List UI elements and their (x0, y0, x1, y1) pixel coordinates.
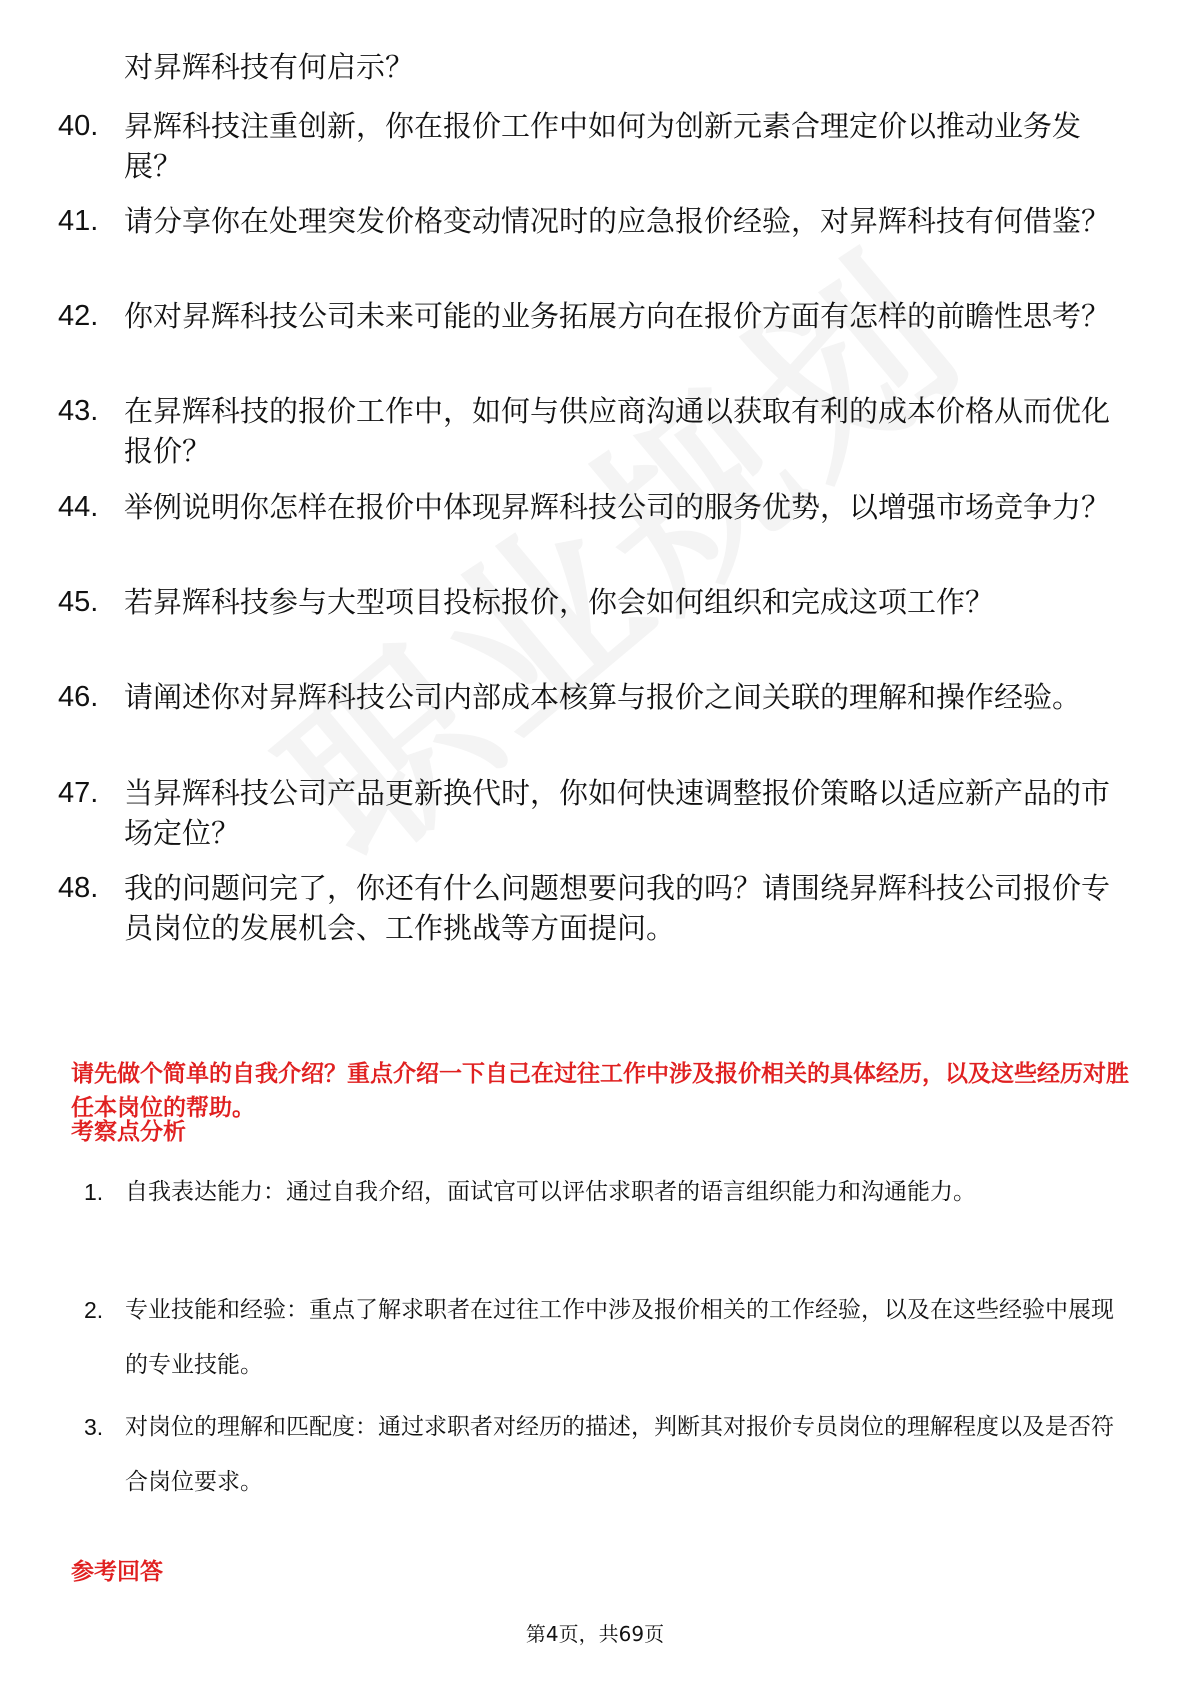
question-number: 45. (58, 586, 99, 618)
question-number: 48. (58, 872, 99, 904)
question-text: 昇辉科技注重创新，你在报价工作中如何为创新元素合理定价以推动业务发展？ (124, 109, 1082, 183)
question-number: 44. (58, 491, 99, 523)
question-text: 在昇辉科技的报价工作中，如何与供应商沟通以获取有利的成本价格从而优化报价？ (124, 394, 1111, 468)
analysis-number: 1. (84, 1179, 104, 1205)
analysis-number: 2. (84, 1297, 104, 1323)
question-text: 对昇辉科技有何启示？ (124, 50, 415, 84)
question-number: 41. (58, 205, 99, 237)
question-text: 当昇辉科技公司产品更新换代时，你如何快速调整报价策略以适应新产品的市场定位？ (124, 776, 1111, 850)
analysis-text: 对岗位的理解和匹配度：通过求职者对经历的描述，判断其对报价专员岗位的理解程度以及是否符合岗位要求。 (125, 1414, 1114, 1495)
question-text: 我的问题问完了，你还有什么问题想要问我的吗？请围绕昇辉科技公司报价专员岗位的发展机会、工作挑战等方面提问。 (124, 871, 1111, 945)
question-text: 请分享你在处理突发价格变动情况时的应急报价经验，对昇辉科技有何借鉴？ (124, 204, 1111, 238)
answer-title: 参考回答 (71, 1559, 163, 1585)
question-number: 42. (58, 300, 99, 332)
highlight-question: 请先做个简单的自我介绍？重点介绍一下自己在过往工作中涉及报价相关的具体经历，以及这些经历对胜任本岗位的帮助。 (71, 1061, 1129, 1121)
question-text: 你对昇辉科技公司未来可能的业务拓展方向在报价方面有怎样的前瞻性思考？ (124, 299, 1111, 333)
question-number: 40. (58, 110, 99, 142)
question-text: 举例说明你怎样在报价中体现昇辉科技公司的服务优势，以增强市场竞争力？ (124, 490, 1111, 524)
analysis-number: 3. (84, 1414, 104, 1440)
analysis-text: 专业技能和经验：重点了解求职者在过往工作中涉及报价相关的工作经验，以及在这些经验中展现的专业技能。 (125, 1297, 1114, 1378)
page-footer: 第4页，共69页 (525, 1622, 665, 1646)
question-text: 若昇辉科技参与大型项目投标报价，你会如何组织和完成这项工作？ (124, 585, 995, 619)
question-number: 46. (58, 681, 99, 713)
analysis-text: 自我表达能力：通过自我介绍，面试官可以评估求职者的语言组织能力和沟通能力。 (125, 1179, 976, 1205)
question-number: 43. (58, 395, 99, 427)
analysis-title: 考察点分析 (71, 1119, 186, 1145)
question-number: 47. (58, 777, 99, 809)
question-text: 请阐述你对昇辉科技公司内部成本核算与报价之间关联的理解和操作经验。 (124, 680, 1082, 714)
